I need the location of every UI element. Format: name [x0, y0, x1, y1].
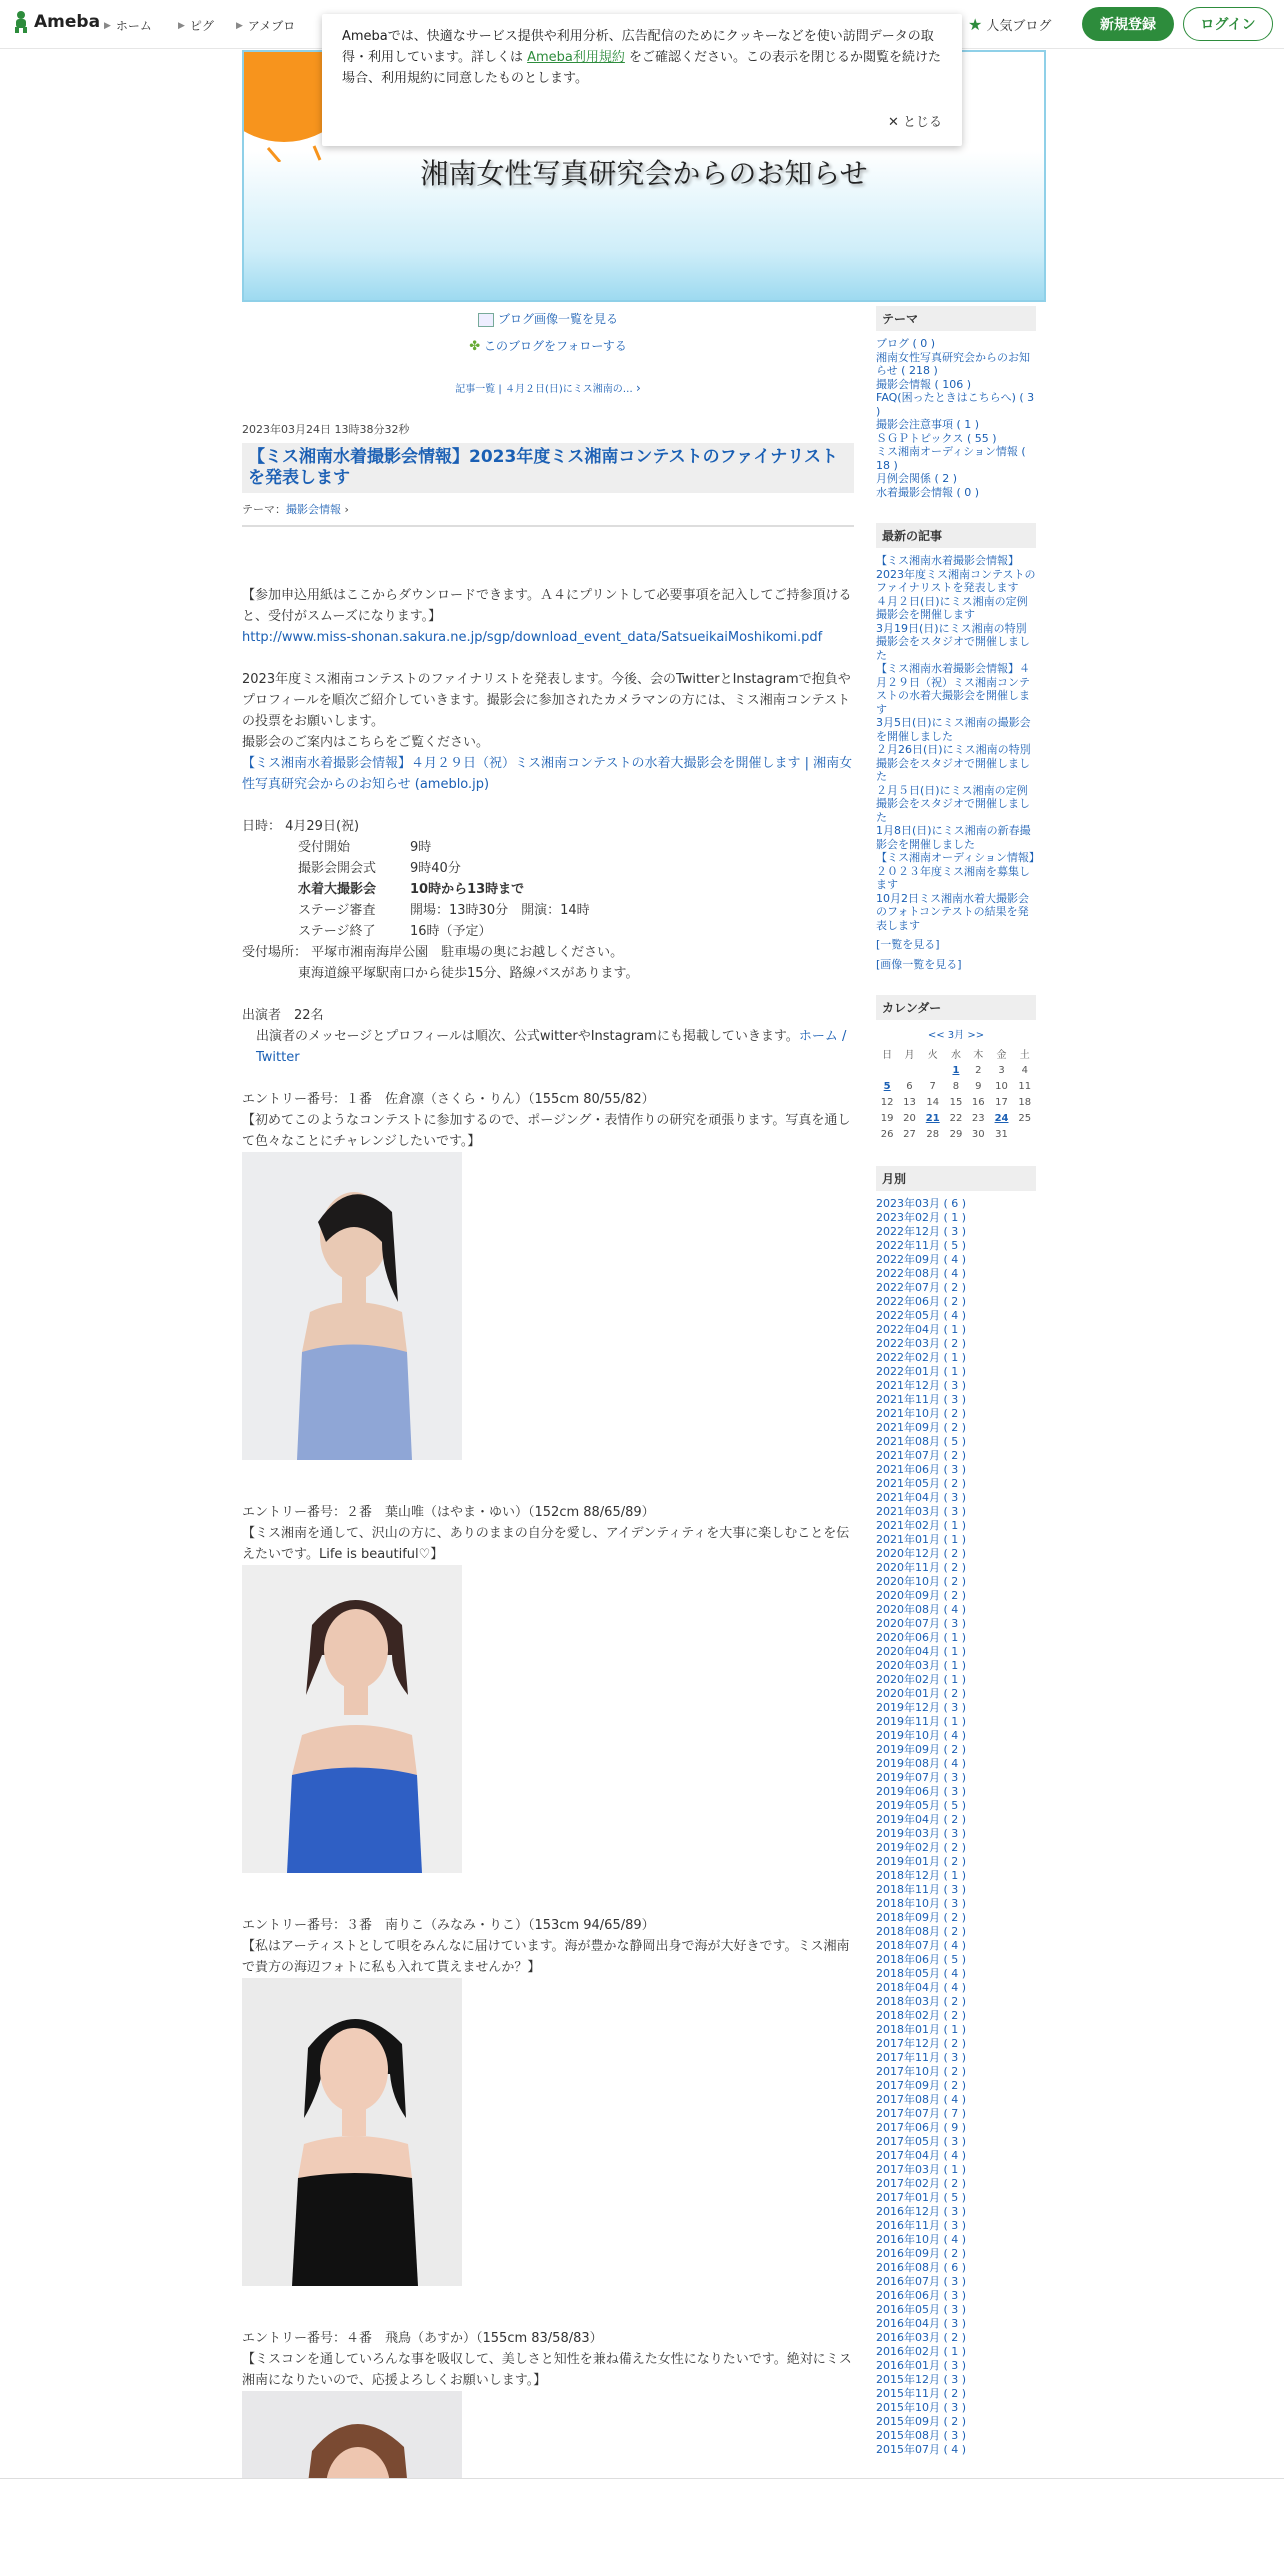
- post-theme: [242, 501, 854, 527]
- chevron-right-icon: ▶: [104, 20, 111, 31]
- recent-item[interactable]: 1月8日(日)にミス湘南の新春撮影会を開催しました: [876, 824, 1031, 851]
- month-item[interactable]: 2020年07月 ( 3 ): [876, 1617, 967, 1630]
- calendar-day: 2: [975, 1064, 982, 1076]
- month-item[interactable]: 2017年12月 ( 2 ): [876, 2037, 967, 2050]
- month-item[interactable]: 2019年08月 ( 4 ): [876, 1757, 967, 1770]
- schedule-key: ステージ審査: [298, 903, 376, 918]
- theme-item[interactable]: ブログ ( 0 ): [876, 337, 936, 350]
- month-item[interactable]: 2020年09月 ( 2 ): [876, 1589, 967, 1602]
- download-link[interactable]: http://www.miss-shonan.sakura.ne.jp/sgp/download_event_data/SatsueikaiMoshikomi.pdf: [242, 630, 823, 645]
- calendar-weekday: 土: [1019, 1050, 1030, 1061]
- guide-link[interactable]: 【ミス湘南水着撮影会情報】４月２９日（祝）ミス湘南コンテストの水着大撮影会を開催します | 湘南女性写真研究会からのお知らせ (ameblo.jp): [242, 756, 853, 792]
- nav-pigg[interactable]: [178, 17, 214, 34]
- month-item[interactable]: 2016年01月 ( 3 ): [876, 2359, 967, 2372]
- schedule-row: [242, 921, 854, 942]
- month-item[interactable]: 2021年07月 ( 2 ): [876, 1449, 967, 1462]
- month-item[interactable]: 2021年12月 ( 3 ): [876, 1379, 967, 1392]
- calendar-weekday: 水: [950, 1050, 961, 1061]
- month-item[interactable]: 2022年08月 ( 4 ): [876, 1267, 967, 1280]
- recent-item[interactable]: ２月５日(日)にミス湘南の定例撮影会をスタジオで開催しました: [876, 783, 1030, 824]
- calendar-day: 12: [880, 1096, 894, 1108]
- post-title[interactable]: 【ミス湘南水着撮影会情報】2023年度ミス湘南コンテストのファイナリストを発表します: [242, 443, 854, 493]
- month-item[interactable]: 2020年08月 ( 4 ): [876, 1603, 967, 1616]
- month-item[interactable]: 2019年05月 ( 5 ): [876, 1799, 967, 1812]
- month-item[interactable]: 2021年08月 ( 5 ): [876, 1435, 967, 1448]
- month-item[interactable]: 2022年07月 ( 2 ): [876, 1281, 967, 1294]
- recent-item[interactable]: 3月5日(日)にミス湘南の撮影会を開催しました: [876, 716, 1031, 743]
- month-item[interactable]: 2018年06月 ( 5 ): [876, 1953, 967, 1966]
- month-item[interactable]: 2015年07月 ( 4 ): [876, 2443, 967, 2456]
- recent-item[interactable]: ２月26日(日)にミス湘南の特別撮影会をスタジオで開催しました: [876, 743, 1031, 783]
- nav-ranking-label: 人気ブログ: [986, 19, 1052, 34]
- month-item[interactable]: 2023年03月 ( 6 ): [876, 1197, 967, 1210]
- month-item[interactable]: 2022年05月 ( 4 ): [876, 1309, 967, 1322]
- ameba-logo-icon: [12, 10, 30, 34]
- entry-message: 【初めてこのようなコンテストに参加するので、ポージング・表情作りの研究を頑張ります。写真を通して色々なことにチャレンジしたいです。】: [242, 1113, 851, 1149]
- schedule-value: 9時: [410, 840, 432, 855]
- bottom-bar: [0, 2478, 1284, 2569]
- calendar-nav[interactable]: << 3月 >>: [927, 1030, 985, 1041]
- more-images-link[interactable]: [画像一覧を見る]: [876, 957, 962, 971]
- nav-home-label: ホーム: [115, 19, 152, 33]
- schedule-value: 開場：13時30分 開演：14時: [410, 903, 590, 918]
- month-item[interactable]: 2018年07月 ( 4 ): [876, 1939, 967, 1952]
- month-item[interactable]: 2021年06月 ( 3 ): [876, 1463, 967, 1476]
- month-item[interactable]: 2019年11月 ( 1 ): [876, 1715, 967, 1728]
- access-line: 東海道線平塚駅南口から徒歩15分、路線バスがあります。: [298, 966, 639, 981]
- calendar-weekday: 火: [927, 1050, 938, 1061]
- theme-item[interactable]: 撮影会注意事項 ( 1 ): [876, 418, 980, 431]
- sidebar: [876, 306, 1036, 2481]
- calendar-weekday: 金: [996, 1050, 1007, 1061]
- venue-line: 受付場所： 平塚市湘南海岸公園 駐車場の奥にお越しください。: [242, 945, 624, 960]
- calendar-weekday: 日: [882, 1050, 893, 1061]
- entry-heading: エントリー番号：４番 飛鳥（あすか）（155cm 83/58/83）: [242, 2331, 603, 2346]
- ameba-logo[interactable]: [12, 10, 100, 34]
- month-item[interactable]: 2020年10月 ( 2 ): [876, 1575, 967, 1588]
- nav-pigg-label: ピグ: [189, 19, 214, 33]
- calendar-day: 6: [906, 1080, 913, 1092]
- follow-link-label[interactable]: このブログをフォローする: [483, 339, 627, 353]
- schedule-key: 撮影会開会式: [298, 861, 377, 876]
- month-item[interactable]: 2020年06月 ( 1 ): [876, 1631, 967, 1644]
- calendar-day: 20: [903, 1112, 916, 1124]
- schedule-key: 受付開始: [298, 840, 351, 855]
- calendar-day: [921, 1062, 945, 1078]
- chevron-right-icon: ›: [344, 503, 349, 516]
- month-item[interactable]: 2018年11月 ( 3 ): [876, 1883, 967, 1896]
- terms-link[interactable]: Ameba利用規約: [527, 50, 625, 65]
- entry-photo[interactable]: [242, 1565, 854, 1873]
- month-item[interactable]: 2015年10月 ( 3 ): [876, 2401, 967, 2414]
- entry-message: 【ミスコンを通していろんな事を吸収して、美しさと知性を兼ね備えた女性になりたいです。絶対にミス湘南になりたいので、応援よろしくお願いします。】: [242, 2352, 852, 2388]
- month-item[interactable]: 2018年10月 ( 3 ): [876, 1897, 967, 1910]
- calendar-day: 11: [1018, 1080, 1032, 1092]
- calendar-day: 8: [952, 1080, 960, 1092]
- month-list: [876, 1197, 1036, 2457]
- recent-item[interactable]: 【ミス湘南水着撮影会情報】2023年度ミス湘南コンテストのファイナリストを発表します: [876, 554, 1036, 594]
- month-item[interactable]: 2018年04月 ( 4 ): [876, 1981, 967, 1994]
- month-item[interactable]: 2022年09月 ( 4 ): [876, 1253, 967, 1266]
- month-item[interactable]: 2023年02月 ( 1 ): [876, 1211, 967, 1224]
- guide-text: 撮影会のご案内はこちらをご覧ください。: [242, 735, 490, 750]
- recent-heading: 最新の記事: [876, 523, 1036, 548]
- calendar-day: 18: [1018, 1096, 1032, 1108]
- month-item[interactable]: 2020年03月 ( 1 ): [876, 1659, 967, 1672]
- month-item[interactable]: 2016年11月 ( 3 ): [876, 2219, 967, 2232]
- calendar-day: [898, 1062, 920, 1078]
- chevron-right-icon: ▶: [236, 20, 243, 31]
- calendar-day: 7: [929, 1080, 936, 1092]
- calendar-day: 31: [995, 1128, 1008, 1140]
- nav-ameblo-label: アメブロ: [247, 19, 296, 33]
- download-note: 【参加申込用紙はここからダウンロードできます。Ａ４にプリントして必要事項を記入してご持参頂けると、受付がスムーズになります。】: [242, 588, 852, 624]
- month-item[interactable]: 2021年11月 ( 3 ): [876, 1393, 967, 1406]
- image-icon: [478, 313, 494, 327]
- schedule-key: 水着大撮影会: [298, 882, 377, 897]
- month-item[interactable]: 2018年08月 ( 2 ): [876, 1925, 967, 1938]
- month-item[interactable]: 2016年12月 ( 3 ): [876, 2205, 967, 2218]
- month-item[interactable]: 2015年12月 ( 3 ): [876, 2373, 967, 2386]
- recent-item[interactable]: 10月2日ミス湘南水着大撮影会のフォトコンテストの結果を発表します: [876, 891, 1029, 932]
- schedule-value: 16時（予定）: [410, 924, 492, 939]
- calendar-heading: カレンダー: [876, 995, 1036, 1020]
- event-date: 日時： 4月29日(祝): [242, 819, 360, 834]
- calendar-day: 22: [949, 1112, 963, 1124]
- month-item[interactable]: 2016年02月 ( 1 ): [876, 2345, 967, 2358]
- calendar-day: [876, 1062, 898, 1078]
- cookie-close-button[interactable]: ✕ とじる: [887, 115, 942, 130]
- month-item[interactable]: 2020年01月 ( 2 ): [876, 1687, 967, 1700]
- more-posts-link[interactable]: [一覧を見る]: [876, 938, 940, 951]
- cookie-text-before: Amebaでは、快適なサービス提供や利用分析、広告配信のためにクッキーなどを使い訪問データの取得・利用しています。詳しくは: [342, 29, 934, 65]
- month-item[interactable]: 2018年12月 ( 1 ): [876, 1869, 967, 1882]
- month-item[interactable]: 2017年05月 ( 3 ): [876, 2135, 967, 2148]
- month-item[interactable]: 2021年02月 ( 1 ): [876, 1519, 967, 1532]
- month-item[interactable]: 2021年05月 ( 2 ): [876, 1477, 967, 1490]
- post-body: [242, 585, 854, 2531]
- intro-text: 2023年度ミス湘南コンテストのファイナリストを発表します。今後、会のTwitterとInstagramで抱負やプロフィールを順次ご紹介していきます。撮影会に参加されたカメラマンの方には、ミス湘南コンテストの投票をお願いします。: [242, 672, 851, 729]
- calendar-day: 16: [971, 1096, 985, 1108]
- calendar-day: 23: [971, 1112, 985, 1124]
- month-item[interactable]: 2019年02月 ( 2 ): [876, 1841, 967, 1854]
- post-datetime: 2023年03月24日 13時38分32秒: [242, 423, 410, 436]
- entry-photo[interactable]: [242, 1152, 854, 1460]
- calendar-day: 9: [975, 1080, 982, 1092]
- month-item[interactable]: 2021年03月 ( 3 ): [876, 1505, 967, 1518]
- schedule-key: ステージ終了: [298, 924, 376, 939]
- twitter-home-link[interactable]: ホーム / Twitter: [256, 1029, 847, 1065]
- chevron-right-icon: ▶: [178, 20, 185, 31]
- recent-item[interactable]: ４月２日(日)にミス湘南の定例撮影会を開催します: [876, 594, 1028, 621]
- month-item[interactable]: 2017年09月 ( 2 ): [876, 2079, 967, 2092]
- month-item[interactable]: 2019年12月 ( 3 ): [876, 1701, 967, 1714]
- month-item[interactable]: 2022年11月 ( 5 ): [876, 1239, 967, 1252]
- month-item[interactable]: 2016年03月 ( 2 ): [876, 2331, 967, 2344]
- month-item[interactable]: 2017年11月 ( 3 ): [876, 2051, 967, 2064]
- month-item[interactable]: 2016年10月 ( 4 ): [876, 2233, 967, 2246]
- month-item[interactable]: 2021年10月 ( 2 ): [876, 1407, 967, 1420]
- calendar-weekday: 木: [973, 1050, 984, 1061]
- chevron-right-icon: ›: [635, 381, 641, 395]
- month-item[interactable]: 2022年02月 ( 1 ): [876, 1351, 967, 1364]
- performers-count: 出演者 22名: [242, 1008, 324, 1023]
- entry-photo[interactable]: [242, 1978, 854, 2286]
- image-list-link-label[interactable]: ブログ画像一覧を見る: [497, 312, 618, 326]
- month-item[interactable]: 2017年08月 ( 4 ): [876, 2093, 967, 2106]
- month-item[interactable]: 2018年03月 ( 2 ): [876, 1995, 967, 2008]
- calendar-day: 30: [971, 1128, 985, 1140]
- logo-text: Ameba: [34, 12, 101, 32]
- pager-label: 記事一覧 | ４月２日(日)にミス湘南の…: [455, 384, 633, 395]
- month-item[interactable]: 2015年09月 ( 2 ): [876, 2415, 967, 2428]
- nav-home[interactable]: [104, 17, 152, 34]
- month-item[interactable]: 2018年02月 ( 2 ): [876, 2009, 967, 2022]
- month-item[interactable]: 2021年04月 ( 3 ): [876, 1491, 967, 1504]
- schedule-row: [242, 837, 854, 858]
- calendar-day[interactable]: 24: [994, 1112, 1009, 1124]
- month-item[interactable]: 2018年09月 ( 2 ): [876, 1911, 967, 1924]
- calendar-day[interactable]: 5: [883, 1080, 891, 1092]
- theme-item[interactable]: 撮影会情報 ( 106 ): [876, 377, 972, 391]
- month-item[interactable]: 2016年09月 ( 2 ): [876, 2247, 967, 2260]
- month-item[interactable]: 2020年12月 ( 2 ): [876, 1547, 967, 1560]
- calendar: [876, 995, 1036, 1142]
- schedule-row: [242, 900, 854, 921]
- month-item[interactable]: 2016年05月 ( 3 ): [876, 2303, 967, 2316]
- calendar-day: 15: [949, 1096, 963, 1108]
- schedule-row: [242, 858, 854, 879]
- month-item[interactable]: 2017年06月 ( 9 ): [876, 2121, 967, 2134]
- calendar-day: 17: [995, 1096, 1008, 1108]
- month-item[interactable]: 2019年07月 ( 3 ): [876, 1771, 967, 1784]
- entry-heading: エントリー番号：１番 佐倉凛（さくら・りん）（155cm 80/55/82）: [242, 1092, 655, 1107]
- calendar-day: 29: [949, 1128, 963, 1140]
- month-item[interactable]: 2016年06月 ( 3 ): [876, 2289, 967, 2302]
- performers-note: [242, 1026, 854, 1068]
- cookie-message: [342, 26, 942, 89]
- month-item[interactable]: 2019年10月 ( 4 ): [876, 1729, 967, 1742]
- month-item[interactable]: 2017年02月 ( 2 ): [876, 2177, 967, 2190]
- month-item[interactable]: 2018年05月 ( 4 ): [876, 1967, 967, 1980]
- entry-message: 【ミス湘南を通して、沢山の方に、ありのままの自分を愛し、アイデンティティを大事に楽しむことを伝えたいです。Life is beautiful♡】: [242, 1526, 850, 1562]
- month-item[interactable]: 2017年04月 ( 4 ): [876, 2149, 967, 2162]
- entry-message: 【私はアーティストとして唄をみんなに届けています。海が豊かな静岡出身で海が大好きです。ミス湘南で貴方の海辺フォトに私も入れて貰えませんか？】: [242, 1939, 850, 1975]
- calendar-day: [1014, 1126, 1036, 1142]
- month-heading: 月別: [876, 1166, 1036, 1191]
- month-item[interactable]: 2022年01月 ( 1 ): [876, 1365, 967, 1378]
- month-item[interactable]: 2017年01月 ( 5 ): [876, 2191, 967, 2204]
- month-item[interactable]: 2020年11月 ( 2 ): [876, 1561, 967, 1574]
- month-item[interactable]: 2019年04月 ( 2 ): [876, 1813, 967, 1826]
- month-item[interactable]: 2016年08月 ( 6 ): [876, 2261, 967, 2274]
- recent-posts: [876, 523, 1036, 971]
- main-content: [242, 300, 854, 2531]
- month-item[interactable]: 2021年09月 ( 2 ): [876, 1421, 967, 1434]
- monthly-archive: [876, 1166, 1036, 2457]
- month-item[interactable]: 2022年03月 ( 2 ): [876, 1337, 967, 1350]
- month-item[interactable]: 2019年06月 ( 3 ): [876, 1785, 967, 1798]
- theme-item[interactable]: 水着撮影会情報 ( 0 ): [876, 485, 980, 499]
- schedule-row: [242, 879, 854, 900]
- month-item[interactable]: 2017年03月 ( 1 ): [876, 2163, 967, 2176]
- star-icon: ★: [968, 15, 983, 34]
- calendar-day: 13: [903, 1096, 916, 1108]
- calendar-day: 28: [926, 1128, 940, 1140]
- calendar-grid: [876, 1045, 1036, 1142]
- month-item[interactable]: 2022年06月 ( 2 ): [876, 1295, 967, 1308]
- calendar-day[interactable]: 1: [952, 1064, 960, 1076]
- calendar-day[interactable]: 21: [925, 1112, 940, 1124]
- month-item[interactable]: 2019年09月 ( 2 ): [876, 1743, 967, 1756]
- calendar-day: 26: [880, 1128, 894, 1140]
- cookie-notice: [322, 14, 962, 146]
- calendar-weekday: 月: [904, 1050, 915, 1061]
- signup-button[interactable]: 新規登録: [1082, 7, 1174, 41]
- nav-ranking[interactable]: [968, 15, 1051, 34]
- month-item[interactable]: 2021年01月 ( 1 ): [876, 1533, 967, 1546]
- recent-item[interactable]: 【ミス湘南オーディション情報】２０２３年度ミス湘南を募集します: [876, 851, 1035, 891]
- month-item[interactable]: 2015年08月 ( 3 ): [876, 2429, 967, 2442]
- calendar-day: 4: [1021, 1064, 1028, 1076]
- recent-item[interactable]: 3月19日(日)にミス湘南の特別撮影会をスタジオで開催しました: [876, 621, 1030, 662]
- theme-list: [876, 306, 1036, 499]
- theme-item[interactable]: ＳＧＰトピックス ( 55 ): [876, 431, 997, 445]
- follow-icon: ✤: [469, 339, 481, 354]
- nav-ameblo[interactable]: [236, 17, 295, 34]
- blog-title: 湘南女性写真研究会からのお知らせ: [420, 157, 868, 190]
- entry-heading: エントリー番号：２番 葉山唯（はやま・ゆい）（152cm 88/65/89）: [242, 1505, 655, 1520]
- calendar-day: 3: [998, 1064, 1005, 1076]
- schedule-value: 10時から13時まで: [410, 882, 525, 897]
- theme-item[interactable]: 月例会関係 ( 2 ): [876, 472, 958, 485]
- month-item[interactable]: 2016年07月 ( 3 ): [876, 2275, 967, 2288]
- recent-item[interactable]: 【ミス湘南水着撮影会情報】４月２９日（祝）ミス湘南コンテストの水着大撮影会を開催します: [876, 662, 1030, 716]
- calendar-day: 10: [995, 1080, 1008, 1092]
- performers-note-text: 出演者のメッセージとプロフィールは順次、公式witterやInstagramにも掲載していきます。: [256, 1029, 799, 1044]
- theme-link[interactable]: 撮影会情報: [286, 503, 341, 516]
- theme-heading: テーマ: [876, 306, 1036, 331]
- month-item[interactable]: 2016年04月 ( 3 ): [876, 2317, 967, 2330]
- follow-link[interactable]: [242, 337, 854, 354]
- month-item[interactable]: 2019年01月 ( 2 ): [876, 1855, 967, 1868]
- article-pager[interactable]: [242, 380, 854, 395]
- calendar-day: 14: [926, 1096, 940, 1108]
- calendar-day: 19: [880, 1112, 894, 1124]
- schedule-value: 9時40分: [410, 861, 461, 876]
- month-item[interactable]: 2019年03月 ( 3 ): [876, 1827, 967, 1840]
- image-list-link[interactable]: [242, 310, 854, 327]
- month-item[interactable]: 2020年02月 ( 1 ): [876, 1673, 967, 1686]
- entry-heading: エントリー番号：３番 南りこ（みなみ・りこ）（153cm 94/65/89）: [242, 1918, 655, 1933]
- month-item[interactable]: 2017年10月 ( 2 ): [876, 2065, 967, 2078]
- theme-item[interactable]: FAQ(困ったときはこちらへ) ( 3 ): [876, 391, 1035, 418]
- calendar-day: 25: [1018, 1112, 1032, 1124]
- login-button[interactable]: ログイン: [1183, 7, 1273, 41]
- calendar-day: 27: [903, 1128, 916, 1140]
- month-item[interactable]: 2020年04月 ( 1 ): [876, 1645, 967, 1658]
- cookie-text-after: をご確認ください。この表示を閉じるか閲覧を続けた場合、利用規約に同意したものとします。: [342, 50, 942, 86]
- month-item[interactable]: 2015年11月 ( 2 ): [876, 2387, 967, 2400]
- month-item[interactable]: 2017年07月 ( 7 ): [876, 2107, 967, 2120]
- month-item[interactable]: 2018年01月 ( 1 ): [876, 2023, 967, 2036]
- theme-item[interactable]: ミス湘南オーディション情報 ( 18 ): [876, 445, 1026, 472]
- theme-label: テーマ：: [242, 503, 286, 516]
- month-item[interactable]: 2022年04月 ( 1 ): [876, 1323, 967, 1336]
- month-item[interactable]: 2022年12月 ( 3 ): [876, 1225, 967, 1238]
- theme-item[interactable]: 湘南女性写真研究会からのお知らせ ( 218 ): [876, 350, 1030, 377]
